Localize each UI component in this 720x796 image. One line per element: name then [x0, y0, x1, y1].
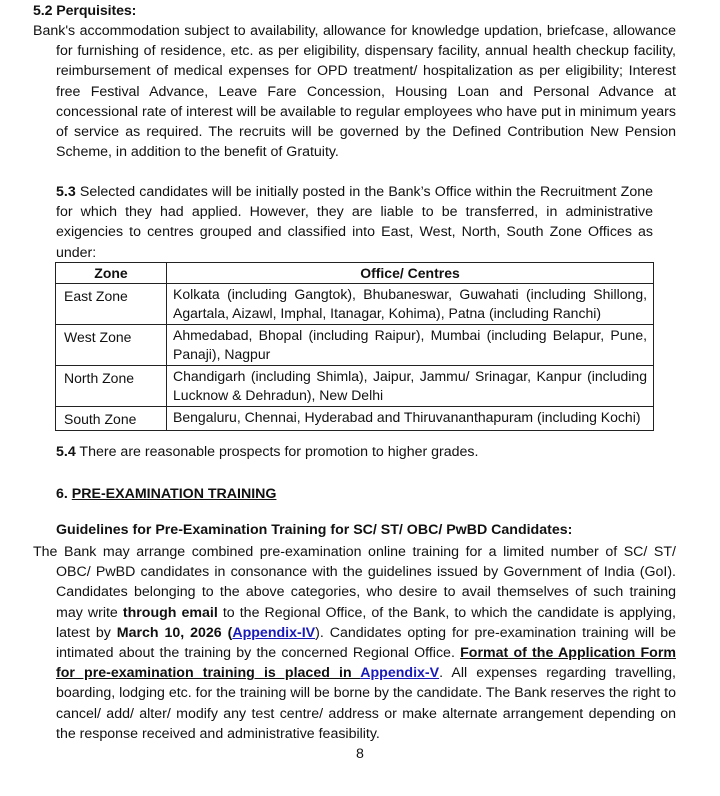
section-6-heading: [56, 486, 276, 502]
appendix-v-link[interactable]: Appendix-V: [360, 665, 440, 682]
section-6-text: The Bank may arrange combined pre-examination online training for a limited number of SC/ ST/ OBC/ PwBD candidates in consonance with the guidelines issued by Government of India (GoI). Candidates belonging to the above categories, who desire to avail themselves of such training may write: [33, 544, 676, 621]
format-notice: Format of the Application Form for pre-examination training is placed in: [56, 645, 676, 682]
section-5-3-text: Selected candidates will be initially posted in the Bank’s Office within the Recruitment Zone for which they had applied. However, they are liable to be transferred, in administrative exigencies to centres grouped and classified into East, West, North, South Zone Offices as under:: [56, 184, 653, 261]
section-6-text: to the Regional Office, of the Bank, to which the candidate is applying, latest by: [56, 604, 676, 641]
table-row: [56, 366, 654, 407]
page-number: 8: [356, 746, 364, 762]
table-row: [56, 284, 654, 325]
section-6-number: 6.: [56, 486, 72, 502]
bold-email: through email: [122, 604, 218, 621]
section-5-2-heading: 5.2 Perquisites:: [33, 3, 137, 19]
zone-cell: North Zone: [56, 366, 167, 407]
centres-cell: Bengaluru, Chennai, Hyderabad and Thiruvananthapuram (including Kochi): [167, 407, 654, 431]
section-6-title: PRE-EXAMINATION TRAINING: [71, 486, 277, 502]
centres-cell: Chandigarh (including Shimla), Jaipur, Jammu/ Srinagar, Kanpur (including Lucknow & Dehradun), New Delhi: [167, 366, 654, 407]
zone-cell: East Zone: [56, 284, 167, 325]
centres-cell: Ahmedabad, Bhopal (including Raipur), Mumbai (including Belapur, Pune, Panaji), Nagpur: [167, 325, 654, 366]
section-5-2-text: Bank's accommodation subject to availability, allowance for knowledge updation, briefcase, allowance for furnishing of residence, etc. as per eligibility, dispensary facility, annual health checkup facility, reimbursement of medical expenses for OPD treatment/ hospitalization as per eligibility; Interest free Festival Advance, Leave Fare Concession, Housing Loan and Personal Advance at concessional rate of interest will be available to regular employees who have put in minimum years of service as required. The recruits will be governed by the Defined Contribution New Pension Scheme, in addition to the benefit of Gratuity.: [33, 23, 676, 161]
section-5-3-paragraph: [56, 182, 653, 263]
section-6-paragraph: [33, 542, 676, 744]
table-row: [56, 407, 654, 431]
column-header-centres: Office/ Centres: [167, 263, 654, 284]
section-6-text: ). Candidates opting for pre-examination training will be intimated about the training by the concerned Regional Office.: [56, 624, 676, 662]
guidelines-title: Guidelines for Pre-Examination Training for SC/ ST/ OBC/ PwBD Candidates:: [56, 522, 573, 538]
bold-date: March 10, 2026: [116, 624, 222, 641]
section-6-text: (: [221, 624, 233, 641]
column-header-zone: Zone: [56, 263, 167, 284]
section-5-4-paragraph: [56, 444, 478, 460]
section-5-4-text: There are reasonable prospects for promotion to higher grades.: [75, 444, 479, 460]
centres-cell: Kolkata (including Gangtok), Bhubaneswar, Guwahati (including Shillong, Agartala, Aizawl, Imphal, Itanagar, Kohima), Patna (including Ranchi): [167, 284, 654, 325]
section-6-text: . All expenses regarding travelling, boarding, lodging etc. for the training will be borne by the candidate. The Bank reserves the right to cancel/ add/ alter/ modify any test centre/ address or make alternate arrangement depending on the response received and administrative feasibility.: [56, 665, 677, 742]
zone-cell: South Zone: [56, 407, 167, 431]
section-5-4-number: 5.4: [56, 444, 76, 460]
appendix-iv-link[interactable]: Appendix-IV: [232, 624, 316, 641]
section-5-3-number: 5.3: [56, 184, 76, 200]
table-row: [56, 325, 654, 366]
zone-table: [55, 262, 654, 431]
zone-cell: West Zone: [56, 325, 167, 366]
table-header-row: [56, 263, 654, 284]
